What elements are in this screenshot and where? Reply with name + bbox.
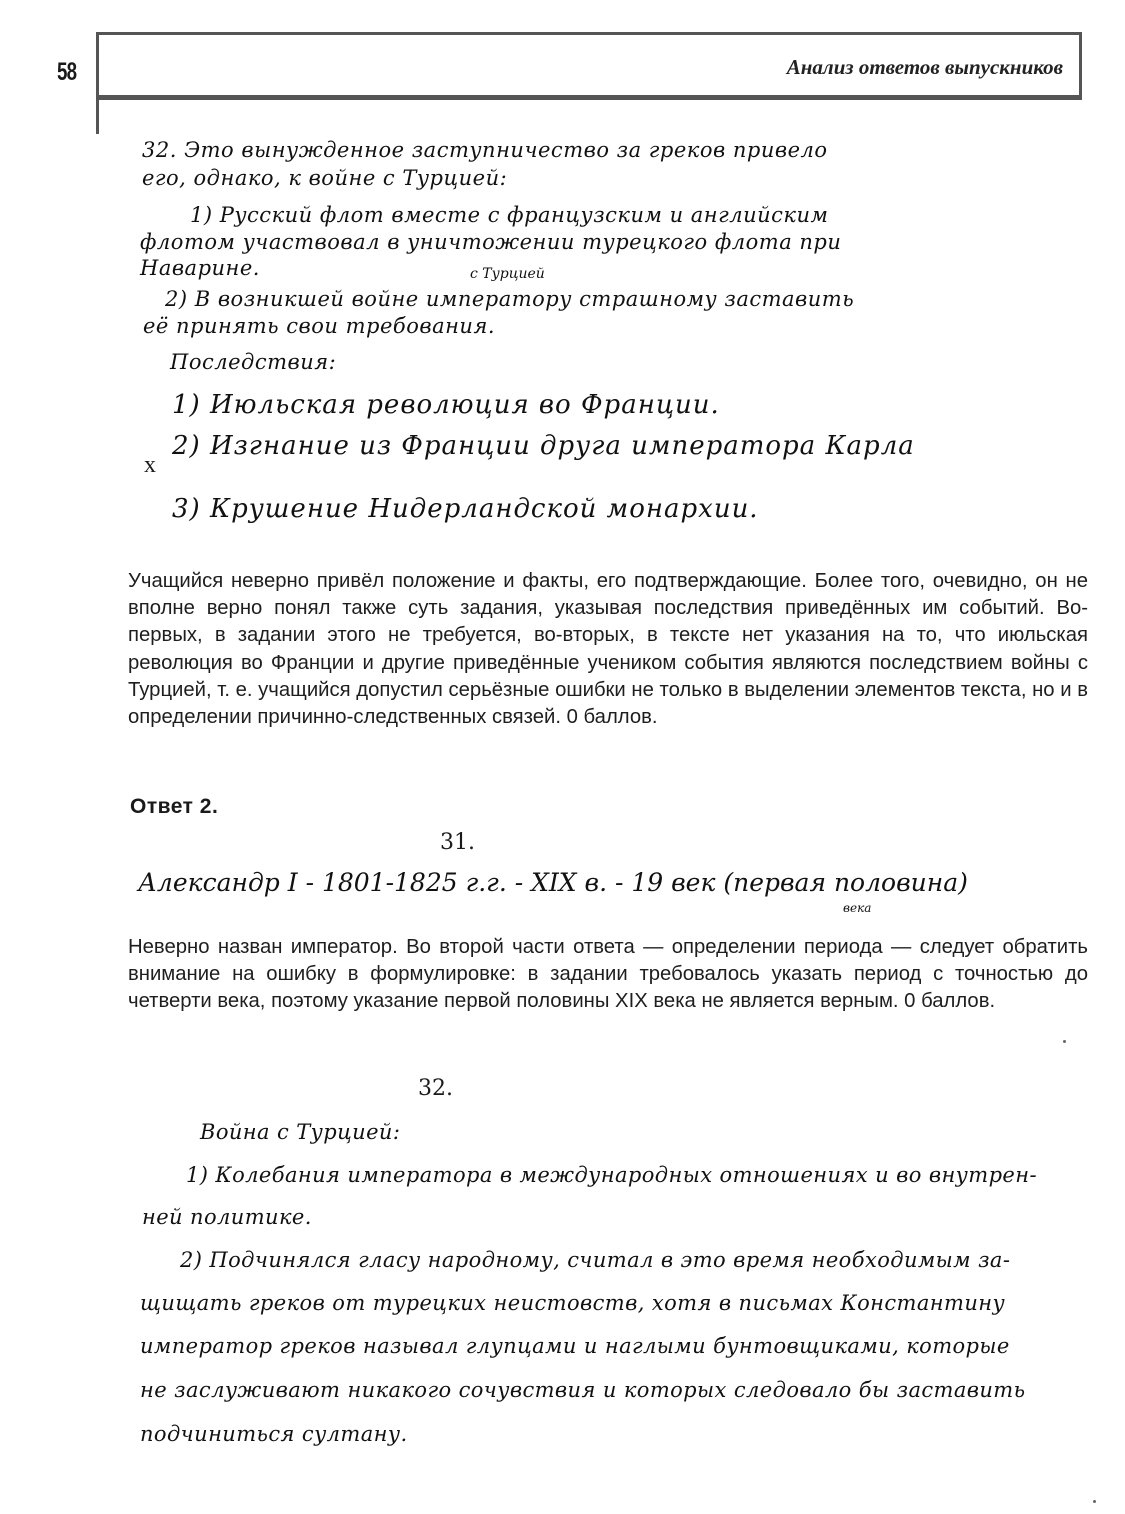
- scan-speck: [1063, 1040, 1066, 1043]
- handwritten-line: ней политике.: [142, 1205, 312, 1229]
- handwritten-line: 2) Подчинялся гласу народному, считал в это время необходимым за-: [180, 1248, 1011, 1272]
- handwritten-line: 32. Это вынужденное заступничество за греков привело: [142, 138, 828, 162]
- handwritten-line: Последствия:: [170, 350, 337, 374]
- margin-mark: x: [144, 452, 156, 478]
- handwritten-line: щищать греков от турецких неистовств, хотя в письмах Константину: [140, 1291, 1006, 1315]
- answer-2-label: Ответ 2.: [130, 795, 219, 818]
- handwritten-line: 1) Колебания императора в международных отношениях и во внутрен-: [186, 1163, 1037, 1187]
- handwritten-line: 1) Июльская революция во Франции.: [172, 390, 720, 420]
- handwritten-line: Александр I - 1801-1825 г.г. - XIX в. - 19 век (первая половина): [138, 868, 968, 897]
- question-number-31: 31.: [440, 830, 475, 855]
- question-number-32: 32.: [418, 1076, 453, 1101]
- handwritten-line: 2) В возникшей войне императору страшному заставить: [165, 287, 855, 311]
- comment-paragraph-1: Учащийся неверно привёл положение и факты, его подтверждающие. Более того, очевидно, он не вполне верно понял также суть задания, указывая последствия приведённых им событий. Во-первых, в задании этого не требуется, во-вторых, в тексте нет указания на то, что июльская революция во Франции и другие приведённые учеником события являются последствием войны с Турцией, т. е. учащийся допустил серьёзные ошибки не только в выделении элементов текста, но и в определении причинно-следственных связей. 0 баллов.: [128, 570, 1088, 729]
- handwritten-insertion: века: [843, 901, 872, 915]
- handwritten-line: Война с Турцией:: [200, 1120, 401, 1144]
- handwritten-line: его, однако, к войне с Турцией:: [142, 166, 508, 190]
- handwritten-line: Наварине.: [140, 256, 260, 280]
- comment-paragraph-2: Неверно назван император. Во второй части ответа — определении периода — следует обратить внимание на ошибку в формулировке: в задании требовалось указать период с точностью до четверти века, поэтому указание первой половины XIX века не является верным. 0 баллов.: [128, 936, 1088, 1013]
- handwritten-line: 1) Русский флот вместе с французским и английским: [190, 203, 829, 227]
- handwritten-insertion: с Турцией: [470, 266, 545, 282]
- handwritten-line: 3) Крушение Нидерландской монархии.: [172, 494, 759, 524]
- handwritten-line: подчиниться султану.: [140, 1422, 408, 1446]
- page-header: [96, 32, 1082, 100]
- handwritten-line: её принять свои требования.: [143, 314, 496, 338]
- handwritten-line: 2) Изгнание из Франции друга императора Карла: [172, 431, 915, 461]
- header-rule: [96, 98, 99, 134]
- handwritten-line: флотом участвовал в уничтожении турецкого флота при: [140, 230, 842, 254]
- header-title: Анализ ответов выпускников: [786, 55, 1063, 79]
- handwritten-line: император греков называл глупцами и наглыми бунтовщиками, которые: [140, 1334, 1010, 1358]
- scan-speck: [1093, 1500, 1096, 1503]
- page-number: 58: [57, 58, 77, 86]
- handwritten-line: не заслуживают никакого сочувствия и которых следовало бы заставить: [140, 1378, 1026, 1402]
